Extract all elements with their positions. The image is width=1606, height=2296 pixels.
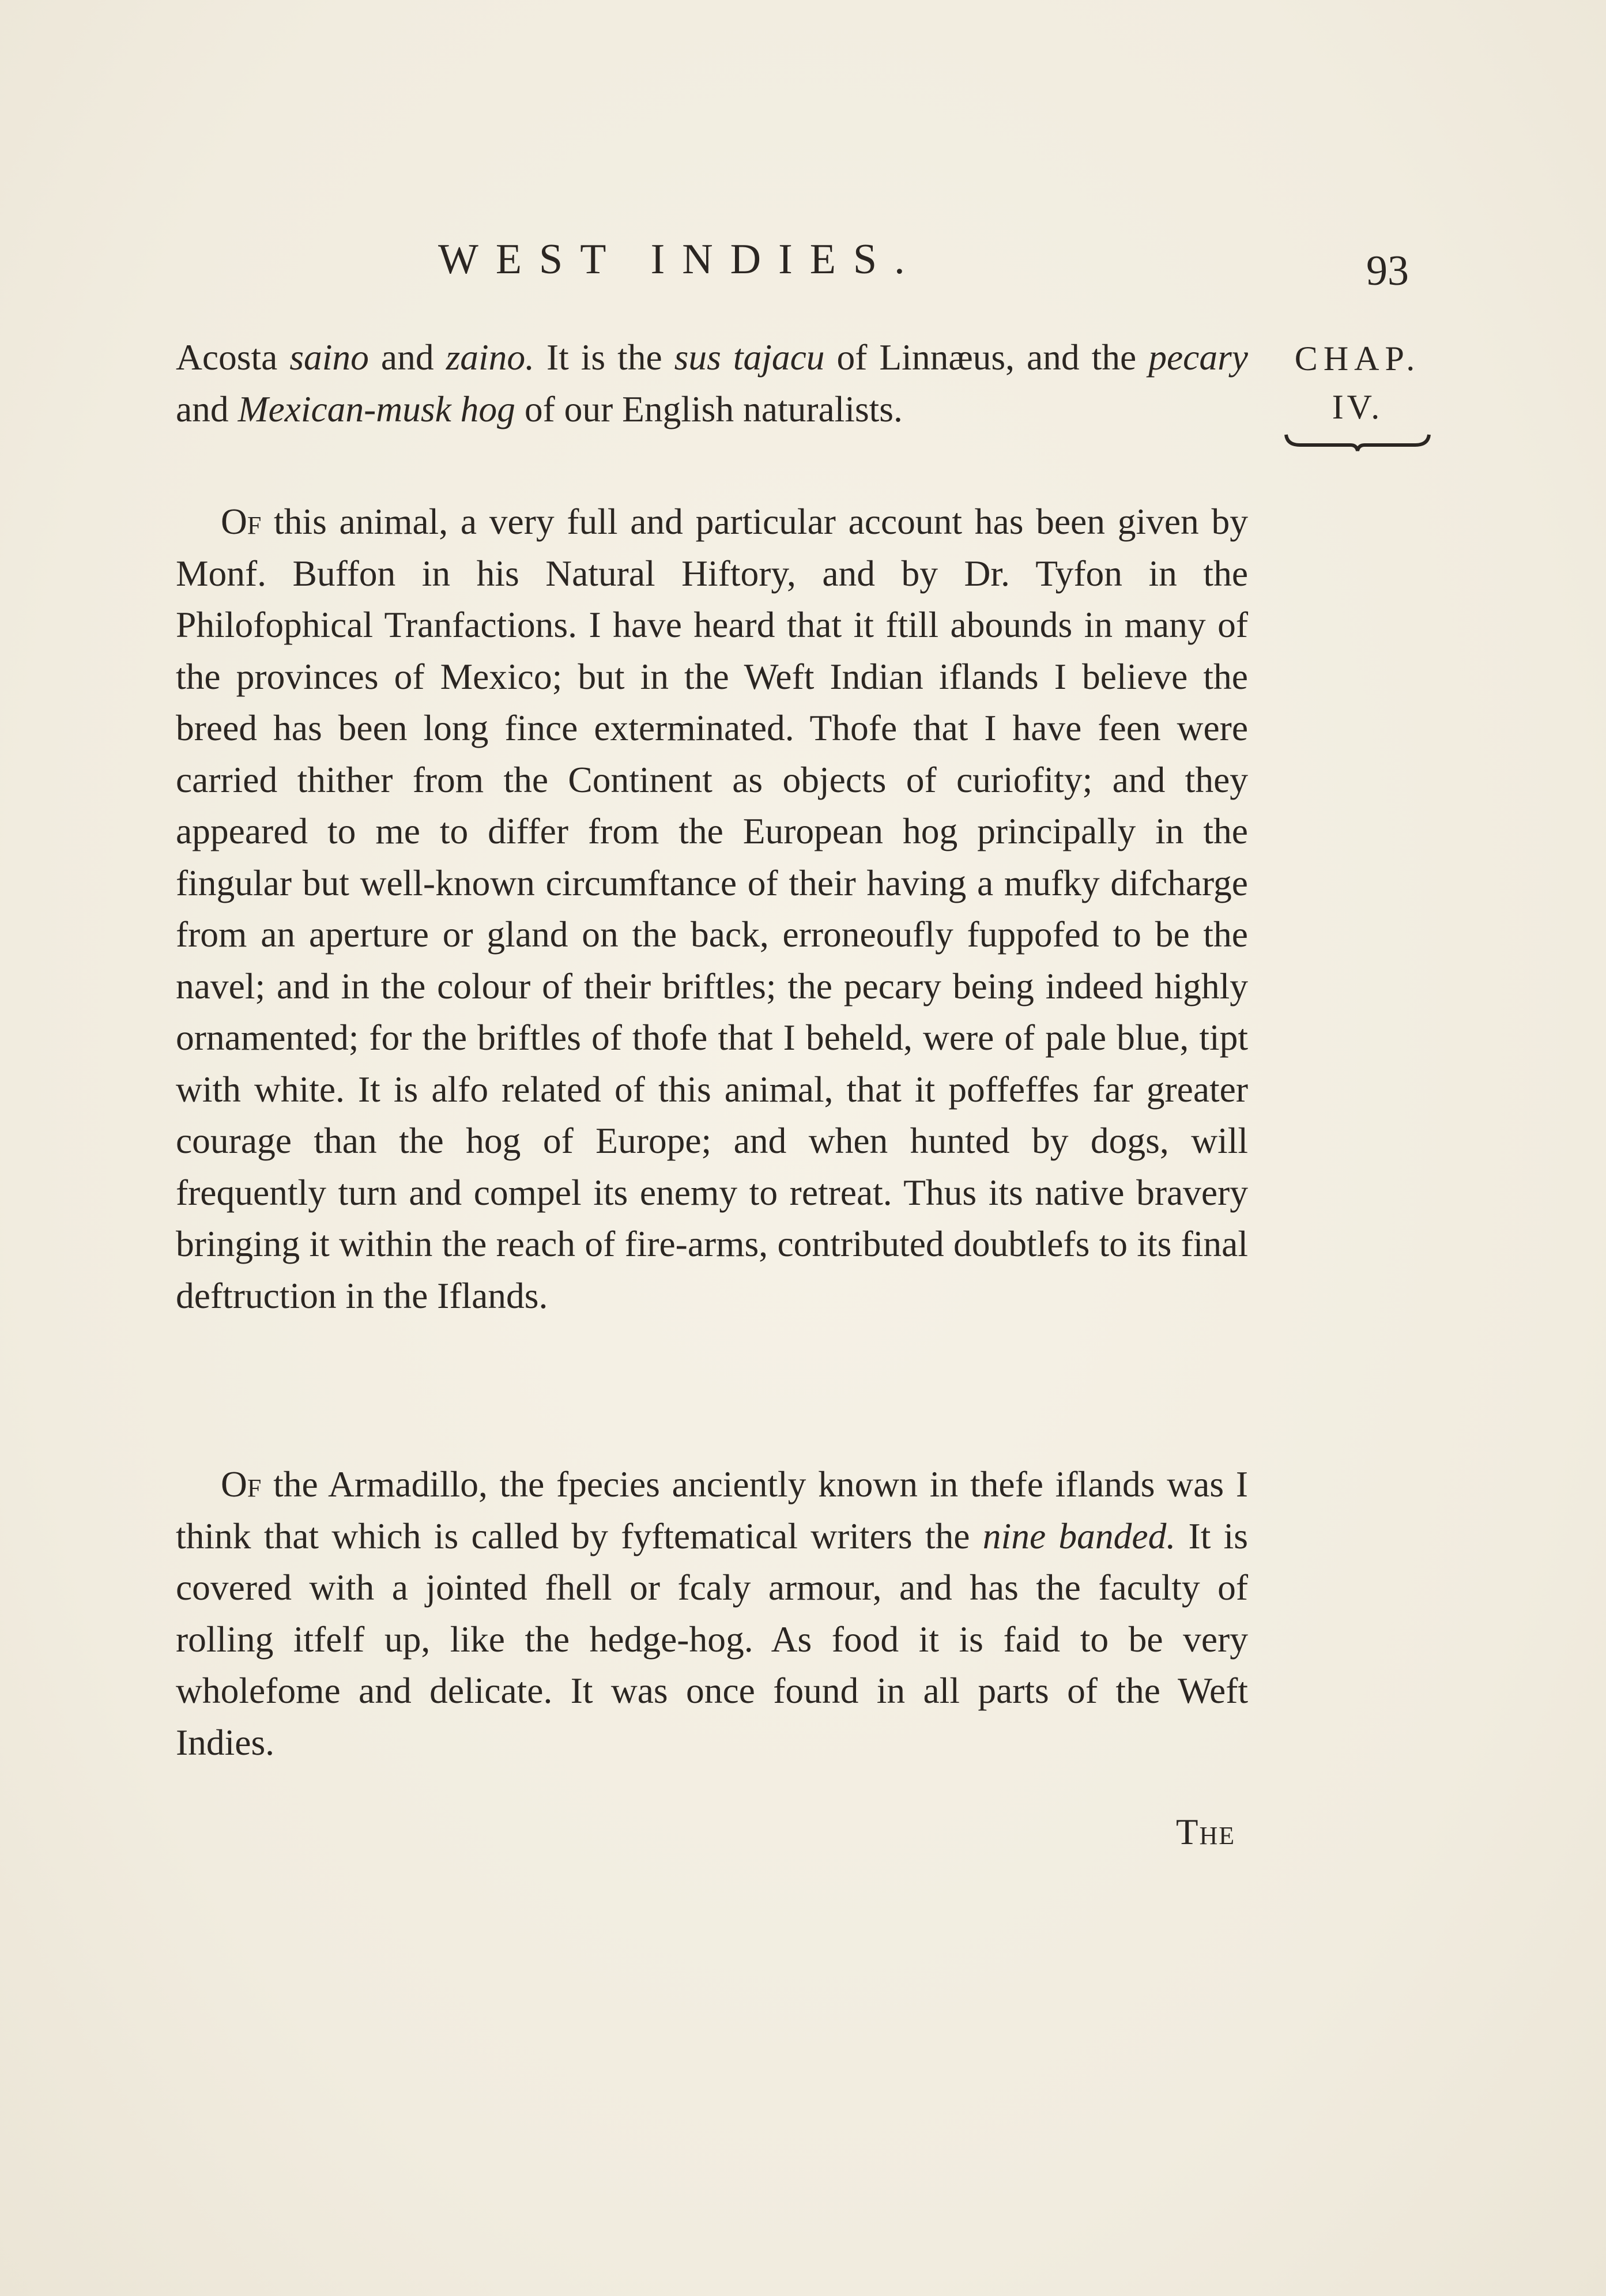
text-run: Of (221, 501, 262, 542)
pecary-paragraph (176, 496, 1248, 1321)
chapter-margin-note (1262, 334, 1453, 454)
text-run: Mexican-musk hog (237, 388, 515, 429)
text-run: and (368, 337, 446, 378)
text-run: It is the (534, 337, 674, 378)
armadillo-paragraph (176, 1458, 1248, 1768)
text-run: It is covered with a jointed fhell or fcaly armour, and has the faculty of rolling itfelf up, like the hedge-hog. As food it is faid to be very wholefome and delicate. It was once found in all parts of the Weft Indies. (176, 1515, 1249, 1763)
paragraph-0 (176, 331, 1248, 435)
text-run: Of (221, 1464, 262, 1505)
text-run: this animal, a very full and particular account has been given by Monf. Buffon in his Natural Hiftory, and by Dr. Tyfon in the Philofophical Tranfactions. I have heard that it ftill abounds in many of the provinces of Mexico; but in the Weft Indian iflands I believe the breed has been long fince exterminated. Thofe that I have feen were carried thither from the Continent as objects of curiofity; and they appeared to me to differ from the European hog principally in the fingular but well-known circumftance of their having a mufky difcharge from an aperture or gland on the back, erroneoufly fuppofed to be the navel; and in the colour of their briftles; the pecary being indeed highly ornamented; for the briftles of thofe that I beheld, were of pale blue, tipt with white. It is alfo related of this animal, that it poffeffes far greater courage than the hog of Europe; and when hunted by dogs, will frequently turn and compel its enemy to retreat. Thus its native bravery bringing it within the reach of fire-arms, contributed doubtlefs to its final deftruction in the Iflands. (176, 501, 1248, 1316)
chapter-label: CHAP. (1294, 340, 1421, 378)
text-run: of Linnæus, and the (824, 337, 1149, 378)
opening-paragraph (176, 331, 1248, 435)
text-run: pecary (1148, 337, 1248, 378)
text-run: of our English naturalists. (515, 388, 903, 429)
running-head: WEST INDIES. (438, 236, 922, 283)
chapter-number: IV. (1332, 388, 1383, 426)
paragraph-1 (176, 496, 1248, 1321)
text-run: saino (289, 337, 369, 378)
text-run: sus tajacu (674, 337, 825, 378)
text-run: the Armadillo, the fpecies anciently known in thefe iflands was I think that which is called by fyftematical writers the (176, 1464, 1248, 1556)
paragraph-2 (176, 1458, 1248, 1768)
page-number: 93 (1366, 247, 1409, 295)
text-run: and (176, 388, 238, 429)
text-run: nine banded. (982, 1515, 1176, 1556)
brace-ornament-icon (1283, 431, 1432, 454)
text-run: Acosta (176, 337, 290, 378)
catchword: The (1176, 1812, 1236, 1852)
text-run: zaino. (446, 337, 535, 378)
